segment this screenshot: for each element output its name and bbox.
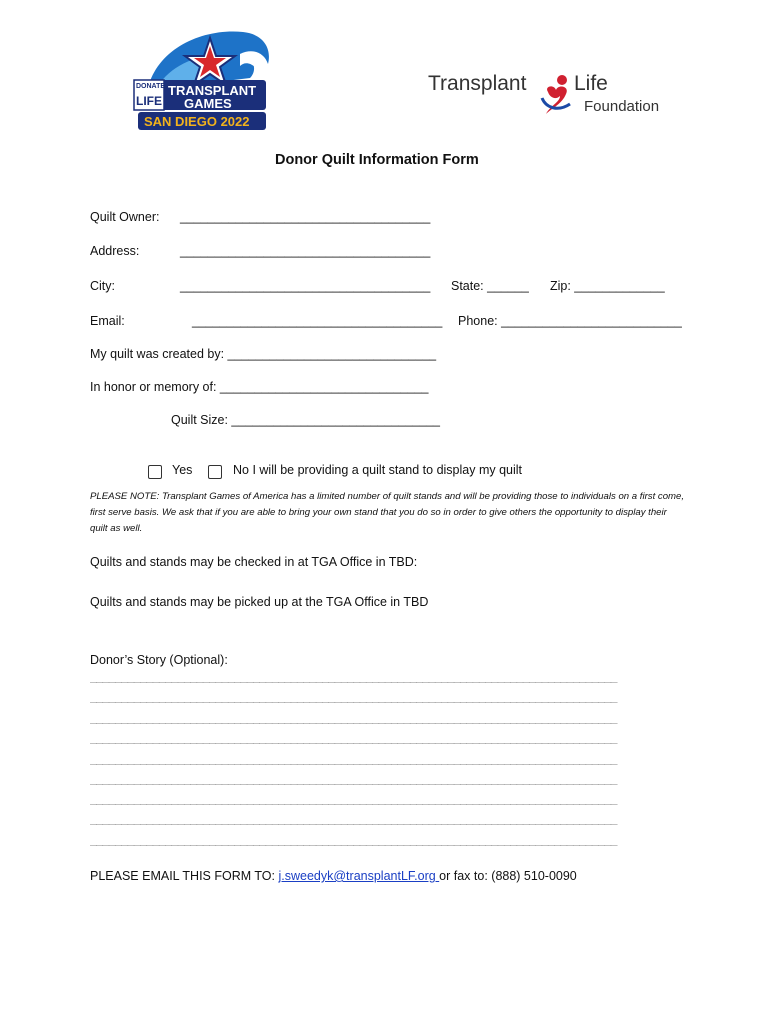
city-field[interactable]: ____________________________________: [180, 279, 431, 293]
pickup-text: Quilts and stands may be picked up at the TGA Office in TBD: [90, 595, 429, 609]
story-line[interactable]: ____________________________________________________________________________________: [90, 834, 618, 846]
quilt-owner-label: Quilt Owner:: [90, 210, 160, 224]
please-note-paragraph: PLEASE NOTE: Transplant Games of America has a limited number of quilt stands and will be providing those to individuals on a first come, first serve basis. We ask that if you are able to bring your own stand that you do so in order to give others the opportunity to display their quilt as well.: [90, 491, 685, 534]
phone-field[interactable]: Phone: __________________________: [458, 314, 682, 328]
quilt-size-field[interactable]: Quilt Size: ______________________________: [171, 413, 440, 427]
state-field[interactable]: State: ______: [451, 279, 529, 293]
games-line-2: GAMES: [184, 96, 232, 111]
story-line[interactable]: ____________________________________________________________________________________: [90, 691, 618, 703]
story-line[interactable]: ____________________________________________________________________________________: [90, 712, 618, 724]
donate-text: DONATE: [136, 83, 166, 90]
foundation-name-foundation: Foundation: [584, 98, 660, 115]
story-line[interactable]: ____________________________________________________________________________________: [90, 793, 618, 805]
donor-story-label: Donor’s Story (Optional):: [90, 653, 228, 667]
email-link[interactable]: j.sweedyk@transplantLF.org: [278, 869, 440, 883]
email-instruction: [90, 870, 577, 883]
story-line[interactable]: ____________________________________________________________________________________: [90, 671, 618, 683]
story-line[interactable]: ____________________________________________________________________________________: [90, 813, 618, 825]
created-by-field[interactable]: My quilt was created by: ______________________________: [90, 347, 437, 361]
address-label: Address:: [90, 244, 140, 258]
no-checkbox[interactable]: [208, 465, 222, 479]
games-line-3: SAN DIEGO 2022: [144, 114, 250, 129]
form-title: Donor Quilt Information Form: [275, 152, 479, 168]
yes-checkbox[interactable]: [148, 465, 162, 479]
story-line[interactable]: ____________________________________________________________________________________: [90, 732, 618, 744]
zip-field[interactable]: Zip: _____________: [550, 279, 665, 293]
checkin-text: Quilts and stands may be checked in at TGA Office in TBD:: [90, 555, 418, 569]
transplant-life-foundation-logo: [428, 70, 668, 120]
life-text: LIFE: [136, 94, 162, 108]
email-field[interactable]: ____________________________________: [192, 314, 443, 328]
transplant-games-logo: [128, 28, 276, 134]
email-label: Email:: [90, 314, 125, 328]
foundation-name-transplant: Transplant: [428, 72, 527, 95]
story-line[interactable]: ____________________________________________________________________________________: [90, 753, 618, 765]
honor-memory-field[interactable]: In honor or memory of: ______________________________: [90, 380, 429, 394]
games-line-1: TRANSPLANT: [168, 83, 257, 98]
yes-label: Yes: [172, 463, 193, 477]
no-label: No I will be providing a quilt stand to display my quilt: [233, 463, 523, 477]
city-label: City:: [90, 279, 115, 293]
fax-text: or fax to: (888) 510-0090: [439, 869, 577, 883]
story-line[interactable]: ____________________________________________________________________________________: [90, 773, 618, 785]
foundation-name-life: Life: [574, 72, 608, 95]
address-field[interactable]: ____________________________________: [180, 244, 431, 258]
email-instruction-prefix: PLEASE EMAIL THIS FORM TO:: [90, 869, 279, 883]
quilt-owner-field[interactable]: ____________________________________: [180, 210, 431, 224]
